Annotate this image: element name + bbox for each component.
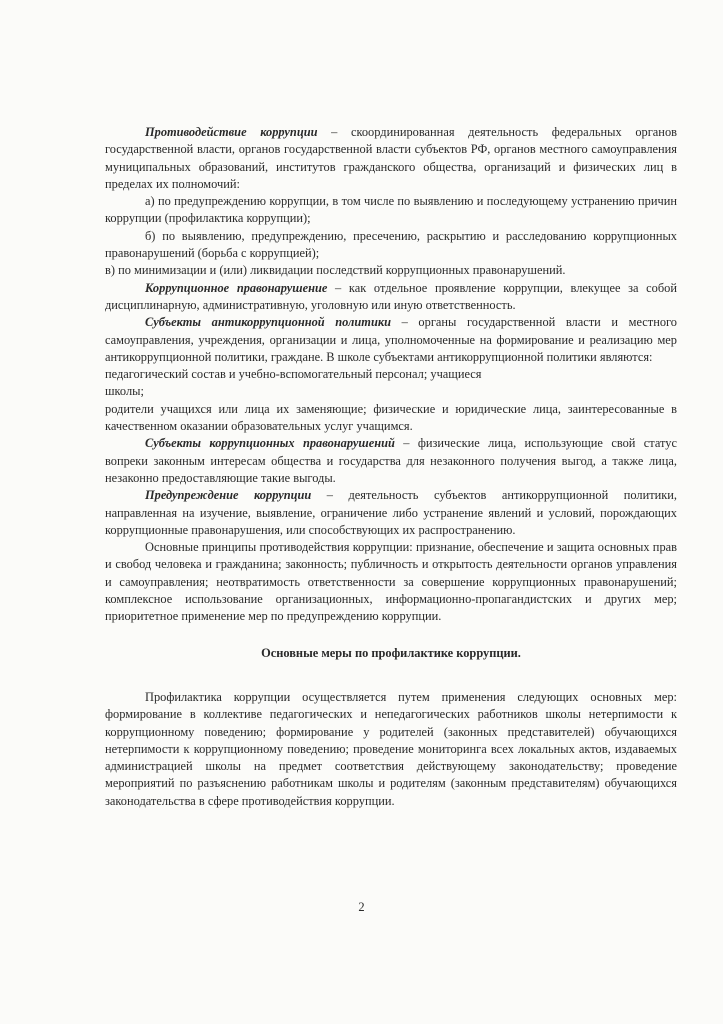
section-heading: Основные меры по профилактике коррупции. [261, 645, 521, 660]
document-body [105, 124, 677, 810]
subjects-parents: родители учащихся или лица их заменяющие; физические и юридические лица, заинтересованные в качественном оказании образовательных услуг учащимся. [105, 401, 677, 434]
page-number: 2 [358, 900, 365, 914]
term-prevention: Предупреждение коррупции [145, 488, 312, 503]
definition-text: – деятельность субъектов антикоррупционной политики, направленная на изучение, выявление, ограничение либо устранение явлений и условий, порождающих коррупционные правонарушения, или способствующих их распространению. [105, 488, 677, 537]
principles-paragraph: Основные принципы противодействия коррупции: признание, обеспечение и защита основных прав и свобод человека и гражданина; законность; публичность и открытость деятельности органов управления и самоуправления; неотвратимость ответственности за совершение коррупционных правонарушений; комплексное использование организационных, информационно-пропагандистских и других мер; приоритетное применение мер по предупреждению коррупции. [105, 540, 677, 624]
subjects-staff: педагогический состав и учебно-вспомогательный персонал; учащиеся [105, 367, 482, 382]
definition-policy-subjects [105, 314, 677, 366]
definition-text: – органы государственной власти и местного самоуправления, учреждения, организации и лица, уполномоченные на формирование и реализацию мер антикоррупционной политики, граждане. В школе субъектами антикоррупционной политики являются: [105, 315, 677, 364]
measures-paragraph: Профилактика коррупции осуществляется путем применения следующих основных мер: формирование в коллективе педагогических и непедагогических работников школы нетерпимости к коррупционному поведению; формирование у родителей (законных представителей) обучающихся нетерпимости к коррупционному поведению; проведение мониторинга всех локальных актов, издаваемых администрацией школы на предмет соответствия действующему законодательству; проведение мероприятий по разъяснению работникам школы и родителям (законным представителям) обучающихся законодательства в сфере противодействия коррупции. [105, 689, 677, 808]
definition-text: – как отдельное проявление коррупции, влекущее за собой дисциплинарную, административную, уголовную или иную ответственность. [105, 280, 678, 312]
definition-corruption-offense [105, 280, 677, 315]
definition-prevention [105, 487, 677, 539]
list-item-b: б) по выявлению, предупреждению, пресечению, раскрытию и расследованию коррупционных правонарушений (борьба с коррупцией); [105, 228, 677, 261]
term-anticorruption: Противодействие коррупции [145, 125, 318, 139]
list-item-a: а) по предупреждению коррупции, в том числе по выявлению и последующему устранению причин коррупции (профилактика коррупции); [105, 194, 677, 226]
definition-anticorruption [105, 124, 677, 193]
term-corruption-offense: Коррупционное правонарушение [145, 280, 328, 295]
subjects-school: школы; [105, 384, 144, 399]
term-policy-subjects: Субъекты антикоррупционной политики [145, 315, 392, 330]
definition-text: – скоординированная деятельность федеральных органов государственной власти, органов государственной власти субъектов РФ, органов местного самоуправления муниципальных образований, институтов гражданского общества, организаций и физических лиц в пределах их полномочий: [105, 125, 677, 191]
definition-text: – физические лица, использующие свой статус вопреки законным интересам общества и государства для незаконного получения выгод, а также лица, незаконно предоставляющие такие выгоды. [105, 436, 677, 485]
term-offense-subjects: Субъекты коррупционных правонарушений [145, 436, 395, 451]
list-item-c: в) по минимизации и (или) ликвидации последствий коррупционных правонарушений. [105, 263, 566, 278]
definition-offense-subjects [105, 435, 677, 487]
